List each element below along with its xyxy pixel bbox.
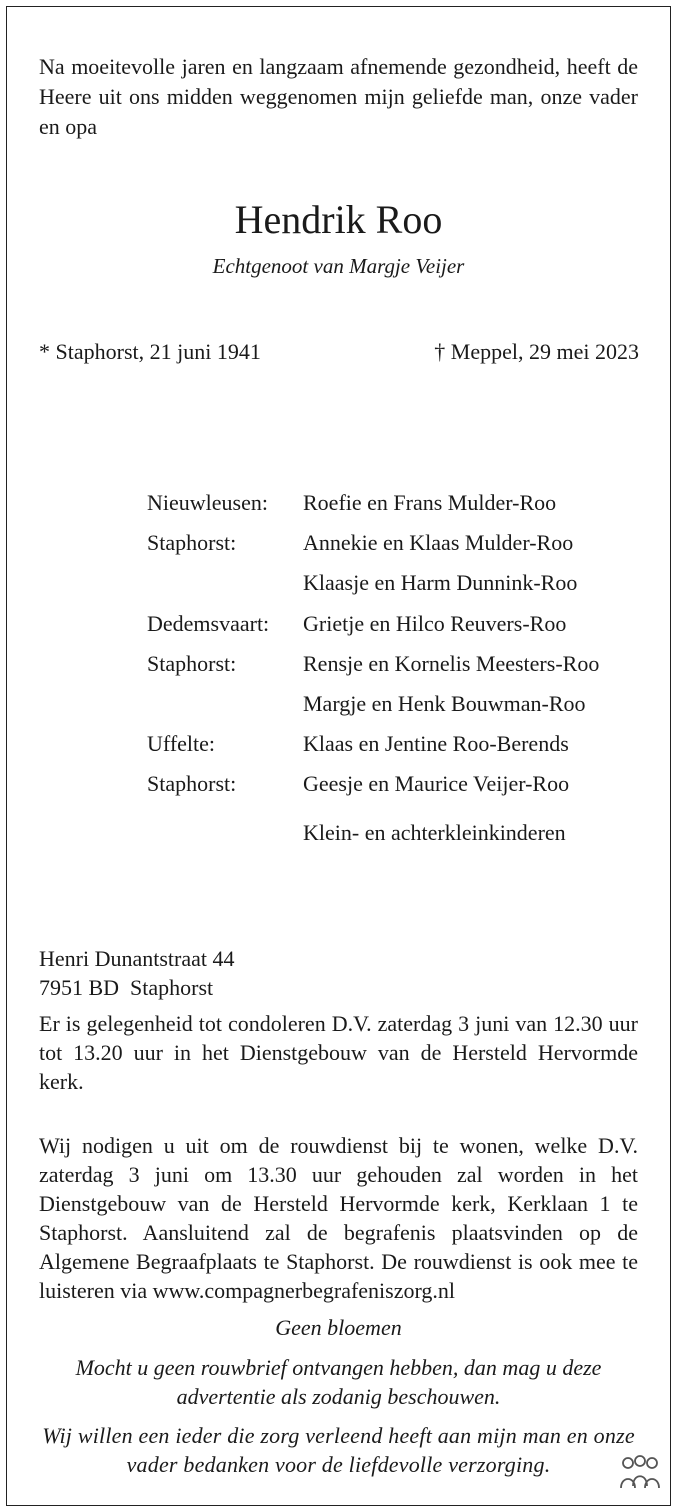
address-city: 7951 BD Staphorst [39, 975, 214, 1000]
condolence-text: Er is gelegenheid tot condoleren D.V. zaterdag 3 juni van 12.30 uur tot 13.20 uur in het Dienstgebouw van de Hersteld Hervormde kerk. [39, 1011, 638, 1094]
family-names: Roefie en Frans Mulder-Roo [303, 490, 557, 515]
family-names: Klaas en Jentine Roo-Berends [303, 731, 569, 757]
family-place: Staphorst: [147, 530, 237, 556]
service-text: Wij nodigen u uit om de rouwdienst bij te wonen, welke D.V. zaterdag 3 juni om 13.30 uur gehouden zal worden in het Dienstgebouw van de Hersteld Hervormde kerk, Kerklaan 1 te Staphorst. Aansluitend zal de begrafenis plaatsvinden op de Algemene Begraafplaats te Staphorst. De rouwdienst is ook mee te luisteren via www.compagnerbegrafeniszorg.nl [39, 1133, 638, 1303]
letter-notice: Mocht u geen rouwbrief ontvangen hebben, dan mag u deze advertentie als zodanig beschouwen. [75, 1355, 602, 1409]
family-place: Dedemsvaart: [147, 610, 270, 636]
death-date: † Meppel, 29 mei 2023 [434, 339, 639, 364]
birth-date: * Staphorst, 21 juni 1941 [39, 339, 261, 364]
family-place: Uffelte: [147, 731, 216, 757]
family-names: Klaasje en Harm Dunnink-Roo [303, 570, 578, 596]
family-names: Geesje en Maurice Veijer-Roo [303, 771, 570, 797]
family-place: Staphorst: [147, 650, 237, 676]
family-names: Grietje en Hilco Reuvers-Roo [303, 610, 567, 636]
address-street: Henri Dunantstraat 44 [39, 946, 235, 971]
home-address [39, 944, 235, 1002]
family-place: Staphorst: [147, 771, 237, 797]
family-people-icon [618, 1452, 662, 1496]
family-names: Rensje en Kornelis Meesters-Roo [303, 650, 600, 676]
no-flowers-note: Geen bloemen [275, 1315, 402, 1340]
thanks-text: Wij willen een ieder die zorg verleend heeft aan mijn man en onze vader bedanken voor de liefdevolle verzorging. [42, 1423, 635, 1477]
spouse-line: Echtgenoot van Margje Veijer [212, 254, 465, 278]
intro-text: Na moeitevolle jaren en langzaam afnemende gezondheid, heeft de Heere uit ons midden weggenomen mijn geliefde man, onze vader en opa [39, 54, 638, 139]
family-names: Margje en Henk Bouwman-Roo [303, 690, 586, 716]
deceased-name: Hendrik Roo [234, 197, 443, 242]
family-names: Annekie en Klaas Mulder-Roo [303, 530, 574, 556]
family-place: Nieuwleusen: [147, 490, 268, 515]
grandchildren-line: Klein- en achterkleinkinderen [303, 820, 566, 845]
